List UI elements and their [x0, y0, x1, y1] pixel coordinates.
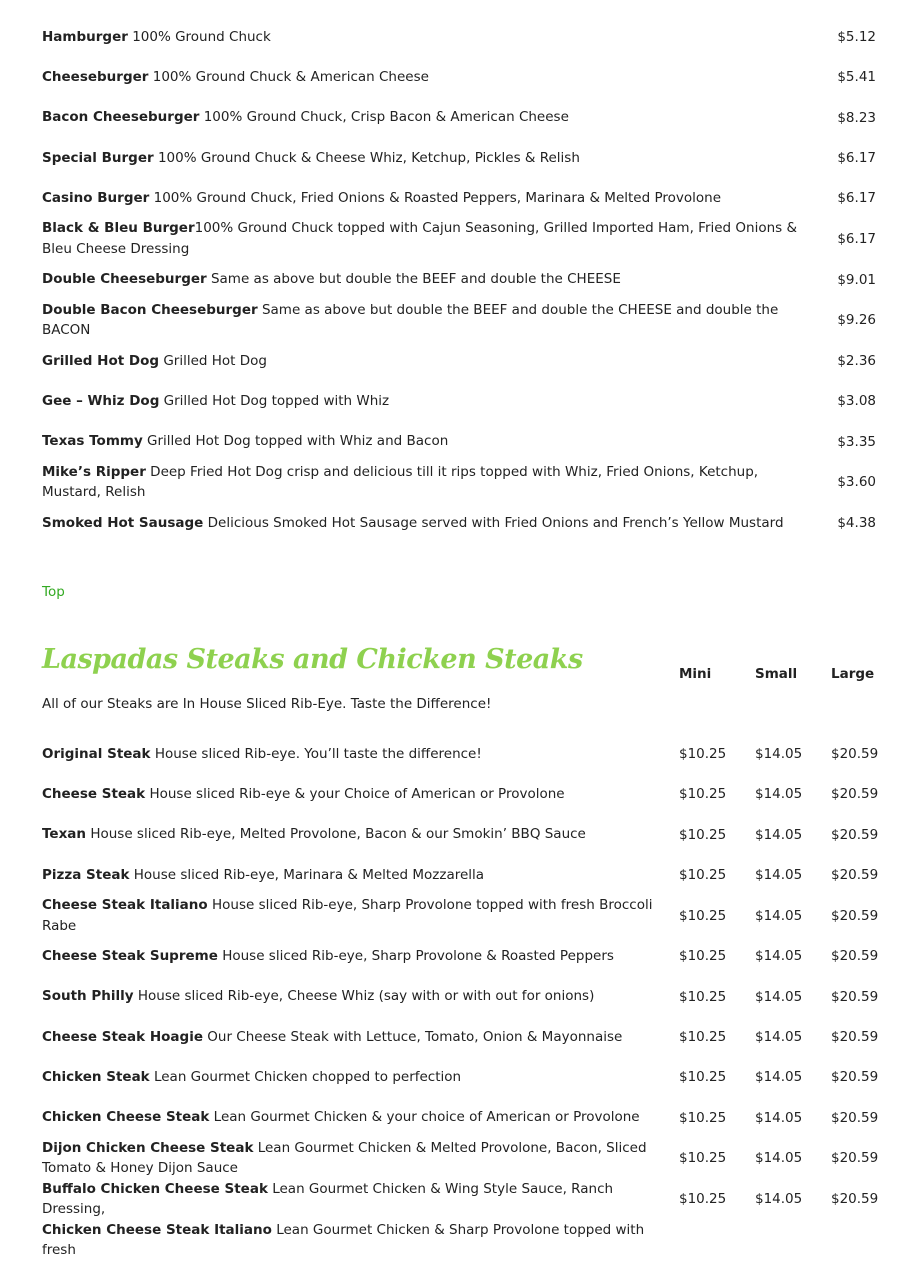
price-large: $20.59: [831, 988, 879, 1005]
menu-item-row: [42, 178, 876, 218]
steak-item-name: Texan: [42, 826, 87, 843]
menu-item-description: 100% Ground Chuck topped with Cajun Seasoning, Grilled Imported Ham, Fried Onions & Bleu Cheese Dressing: [42, 220, 798, 257]
price-mini: $10.25: [679, 1109, 727, 1126]
menu-item-price: $8.23: [837, 109, 876, 126]
steak-item-description: House sliced Rib-eye, Melted Provolone, Bacon & our Smokin’ BBQ Sauce: [90, 826, 586, 843]
menu-item-name: Special Burger: [42, 149, 154, 166]
menu-item-description: 100% Ground Chuck, Crisp Bacon & American Cheese: [203, 109, 569, 126]
price-small: $14.05: [755, 1028, 803, 1045]
steak-item-description: Lean Gourmet Chicken & Sharp Provolone topped with fresh: [42, 1221, 645, 1259]
steak-item-description-cell: [42, 986, 679, 1007]
column-header-large: Large: [831, 666, 875, 682]
price-large: $20.59: [831, 1109, 879, 1126]
menu-item-name: Double Bacon Cheeseburger: [42, 301, 258, 318]
steak-item-row: [42, 1220, 876, 1261]
menu-item-row: [42, 381, 876, 421]
menu-item-price: $4.38: [837, 514, 876, 531]
menu-item-description-cell: [42, 148, 802, 169]
steak-item-row: [42, 895, 879, 936]
price-large: $20.59: [831, 907, 879, 924]
steak-item-name: Chicken Steak: [42, 1068, 150, 1085]
menu-item-row: [42, 17, 876, 57]
price-small: $14.05: [755, 1191, 803, 1208]
steak-item-description: House sliced Rib-eye, Sharp Provolone topped with fresh Broccoli Rabe: [42, 897, 653, 934]
section-title: Laspadas Steaks and Chicken Steaks: [42, 644, 583, 675]
steak-item-row: [42, 815, 879, 855]
menu-item-price: $5.12: [837, 29, 876, 46]
steak-item-row: [42, 855, 879, 895]
top-link[interactable]: Top: [42, 584, 65, 600]
price-mini: $10.25: [679, 867, 727, 884]
steak-item-name: Original Steak: [42, 745, 151, 762]
menu-item-description: Same as above but double the BEEF and double the CHEESE: [210, 271, 621, 288]
menu-item-price: $3.35: [837, 433, 876, 450]
menu-item-description-cell: [42, 462, 802, 503]
menu-item-description: 100% Ground Chuck & American Cheese: [152, 69, 429, 86]
steak-item-description-cell: [42, 1107, 679, 1128]
price-mini: $10.25: [679, 746, 727, 763]
steak-item-description-cell: [42, 784, 679, 805]
menu-item-description-cell: [42, 391, 802, 412]
menu-item-description-cell: [42, 351, 802, 372]
price-small: $14.05: [755, 988, 803, 1005]
menu-item-price: $6.17: [837, 150, 876, 167]
price-large: $20.59: [831, 1150, 879, 1167]
menu-item-row: [42, 259, 876, 299]
menu-item-description-cell: [42, 300, 802, 341]
steak-item-name: Cheese Steak Italiano: [42, 897, 208, 914]
menu-item-description-cell: [42, 431, 802, 452]
menu-item-row: [42, 300, 876, 341]
steak-item-name: Cheese Steak Supreme: [42, 948, 218, 965]
steak-item-description: Lean Gourmet Chicken & Wing Style Sauce, Ranch Dressing,: [42, 1180, 614, 1218]
price-mini: $10.25: [679, 1028, 727, 1045]
steak-item-description-cell: [42, 824, 679, 845]
menu-item-description: 100% Ground Chuck & Cheese Whiz, Ketchup, Pickles & Relish: [157, 149, 580, 166]
menu-item-description-cell: [42, 513, 802, 534]
menu-item-name: Double Cheeseburger: [42, 271, 207, 288]
steak-item-description: House sliced Rib-eye, Marinara & Melted Mozzarella: [133, 866, 485, 883]
steak-item-name: Chicken Cheese Steak: [42, 1109, 210, 1126]
menu-item-name: Texas Tommy: [42, 433, 143, 450]
steak-item-description: Our Cheese Steak with Lettuce, Tomato, Onion & Mayonnaise: [207, 1028, 623, 1045]
menu-item-description: Same as above but double the BEEF and double the CHEESE and double the BACON: [42, 301, 779, 339]
menu-item-row: [42, 218, 876, 259]
price-mini: $10.25: [679, 826, 727, 843]
steak-item-row: [42, 734, 879, 774]
price-mini: $10.25: [679, 1191, 727, 1208]
steak-item-row: [42, 774, 879, 814]
menu-item-price: $9.01: [837, 271, 876, 288]
menu-item-description: 100% Ground Chuck, Fried Onions & Roasted Peppers, Marinara & Melted Provolone: [153, 190, 722, 207]
steak-item-description-cell: [42, 865, 679, 886]
steak-item-row: [42, 1057, 879, 1097]
price-mini: $10.25: [679, 1069, 727, 1086]
menu-item-price: $5.41: [837, 69, 876, 86]
steak-item-name: Chicken Cheese Steak Italiano: [42, 1221, 272, 1238]
menu-item-description-cell: [42, 27, 802, 48]
menu-item-description-cell: [42, 107, 802, 128]
menu-item-description-cell: [42, 218, 802, 259]
menu-item-description: Grilled Hot Dog topped with Whiz: [163, 392, 390, 409]
steak-item-row: [42, 936, 879, 976]
steak-item-row: [42, 1097, 879, 1137]
steak-item-description: House sliced Rib-eye & your Choice of American or Provolone: [149, 786, 565, 803]
menu-item-name: Grilled Hot Dog: [42, 352, 160, 369]
menu-item-description: Grilled Hot Dog topped with Whiz and Bacon: [147, 433, 449, 450]
steak-item-name: Dijon Chicken Cheese Steak: [42, 1139, 254, 1156]
price-small: $14.05: [755, 786, 803, 803]
price-large: $20.59: [831, 1069, 879, 1086]
column-header-small: Small: [755, 666, 798, 682]
menu-item-description-cell: [42, 67, 802, 88]
menu-item-row: [42, 421, 876, 461]
steak-item-row: [42, 1138, 879, 1179]
steak-item-description: Lean Gourmet Chicken chopped to perfection: [153, 1068, 462, 1085]
price-large: $20.59: [831, 1028, 879, 1045]
menu-item-row: [42, 503, 876, 543]
steak-menu-table: [42, 734, 879, 1261]
price-small: $14.05: [755, 1069, 803, 1086]
steak-item-description-cell: [42, 895, 679, 936]
menu-item-price: $3.08: [837, 393, 876, 410]
price-small: $14.05: [755, 867, 803, 884]
price-mini: $10.25: [679, 1150, 727, 1167]
menu-item-price: $6.17: [837, 190, 876, 207]
price-small: $14.05: [755, 948, 803, 965]
menu-item-description: Deep Fried Hot Dog crisp and delicious till it rips topped with Whiz, Fried Onions, Ketchup, Mustard, Relish: [42, 463, 759, 501]
column-header-mini: Mini: [679, 666, 712, 682]
steak-item-description-cell: [42, 946, 679, 967]
price-mini: $10.25: [679, 988, 727, 1005]
price-mini: $10.25: [679, 786, 727, 803]
steak-item-row: [42, 976, 879, 1016]
menu-item-row: [42, 341, 876, 381]
price-mini: $10.25: [679, 907, 727, 924]
price-small: $14.05: [755, 1109, 803, 1126]
steak-item-name: Cheese Steak Hoagie: [42, 1028, 203, 1045]
menu-item-name: Casino Burger: [42, 190, 150, 207]
steak-item-description: Lean Gourmet Chicken & Melted Provolone, Bacon, Sliced Tomato & Honey Dijon Sauce: [42, 1139, 647, 1177]
steak-item-description: House sliced Rib-eye. You’ll taste the difference!: [154, 745, 482, 762]
steak-item-description: House sliced Rib-eye, Sharp Provolone & Roasted Peppers: [222, 948, 614, 965]
price-mini: $10.25: [679, 948, 727, 965]
steak-item-name: Pizza Steak: [42, 866, 130, 883]
menu-item-name: Cheeseburger: [42, 69, 149, 86]
menu-item-name: Smoked Hot Sausage: [42, 514, 204, 531]
steak-item-description: Lean Gourmet Chicken & your choice of American or Provolone: [213, 1109, 640, 1126]
price-small: $14.05: [755, 1150, 803, 1167]
price-large: $20.59: [831, 746, 879, 763]
menu-item-row: [42, 138, 876, 178]
steak-item-name: Cheese Steak: [42, 786, 146, 803]
steak-item-row: [42, 1017, 879, 1057]
menu-item-description: Grilled Hot Dog: [163, 352, 267, 369]
menu-item-price: $6.17: [837, 230, 876, 247]
menu-item-description: Delicious Smoked Hot Sausage served with Fried Onions and French’s Yellow Mustard: [207, 514, 784, 531]
menu-item-price: $2.36: [837, 352, 876, 369]
price-large: $20.59: [831, 867, 879, 884]
steak-item-row: [42, 1179, 879, 1220]
price-large: $20.59: [831, 786, 879, 803]
menu-item-row: [42, 462, 876, 503]
steak-item-description-cell: [42, 1027, 679, 1048]
menu-item-name: Mike’s Ripper: [42, 463, 146, 480]
menu-item-price: $9.26: [837, 312, 876, 329]
menu-item-name: Gee – Whiz Dog: [42, 392, 160, 409]
steak-item-description: House sliced Rib-eye, Cheese Whiz (say with or with out for onions): [137, 988, 595, 1005]
price-large: $20.59: [831, 826, 879, 843]
price-large: $20.59: [831, 1191, 879, 1208]
steak-item-description-cell: [42, 1220, 679, 1261]
price-small: $14.05: [755, 907, 803, 924]
burger-menu-table: [42, 17, 876, 543]
menu-item-row: [42, 98, 876, 138]
menu-item-name: Bacon Cheeseburger: [42, 109, 200, 126]
steak-item-description-cell: [42, 1138, 679, 1179]
menu-item-description-cell: [42, 269, 802, 290]
menu-item-price: $3.60: [837, 474, 876, 491]
price-small: $14.05: [755, 746, 803, 763]
menu-item-name: Hamburger: [42, 28, 128, 45]
steak-item-description-cell: [42, 744, 679, 765]
steak-item-description-cell: [42, 1067, 679, 1088]
menu-item-name: Black & Bleu Burger: [42, 220, 195, 237]
menu-item-row: [42, 57, 876, 97]
price-small: $14.05: [755, 826, 803, 843]
menu-item-description-cell: [42, 188, 802, 209]
steak-item-description-cell: [42, 1179, 679, 1220]
price-large: $20.59: [831, 948, 879, 965]
section-subtitle: All of our Steaks are In House Sliced Rib-Eye. Taste the Difference!: [42, 696, 492, 712]
steak-item-name: South Philly: [42, 988, 134, 1005]
steak-item-name: Buffalo Chicken Cheese Steak: [42, 1180, 268, 1197]
menu-item-description: 100% Ground Chuck: [132, 28, 271, 45]
